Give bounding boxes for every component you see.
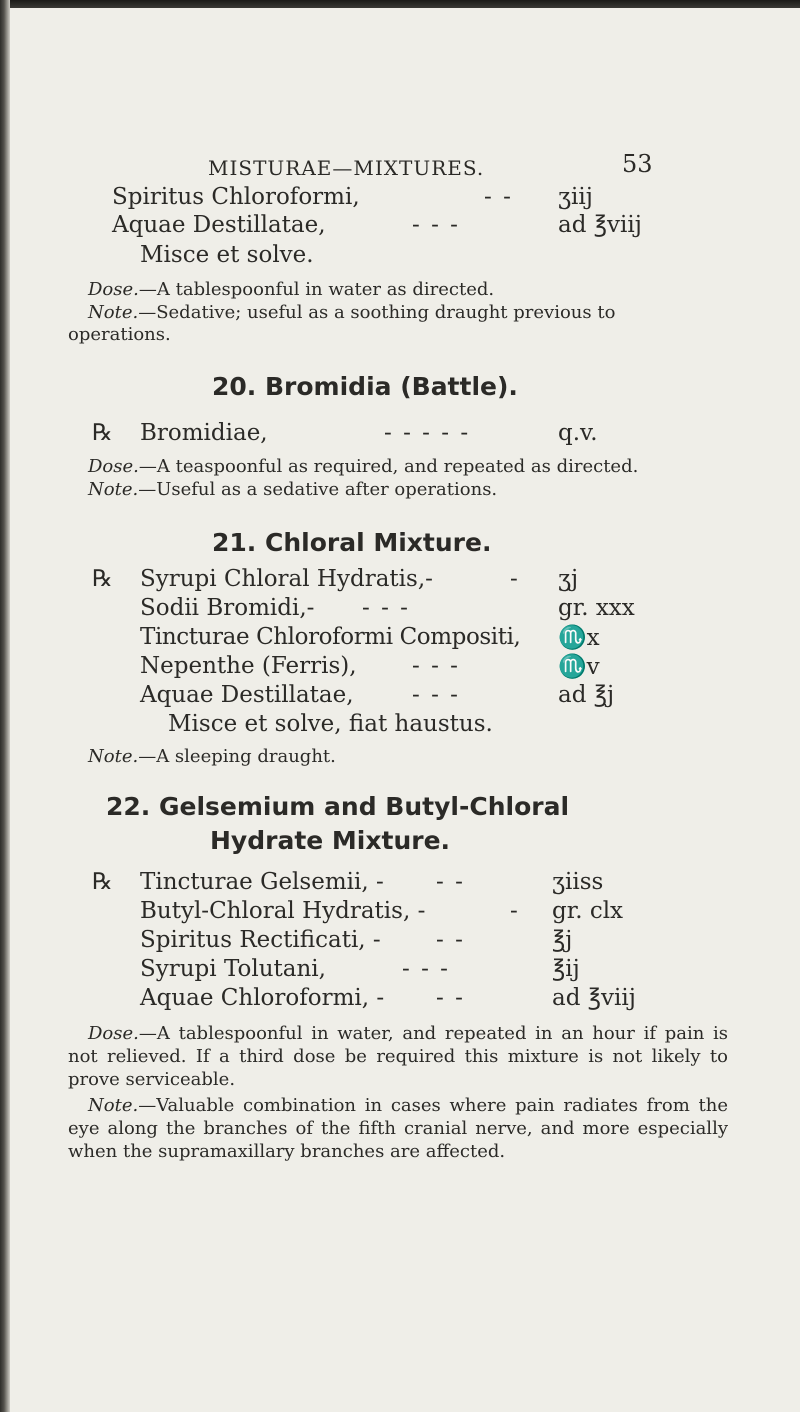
- ingredient-quantity: ʒj: [558, 566, 579, 592]
- ingredient-name: Nepenthe (Ferris),: [140, 653, 357, 679]
- formula-instruction: Misce et solve.: [140, 242, 314, 268]
- dose-label: Dose.: [88, 1023, 139, 1044]
- section-heading-continuation: Hydrate Mixture.: [210, 826, 451, 855]
- note-label: Note.: [88, 1095, 139, 1116]
- ingredient-row: [112, 184, 712, 212]
- note-line: [88, 479, 497, 500]
- note-label: Note.: [88, 479, 139, 500]
- ingredient-quantity: ℥ij: [552, 956, 580, 982]
- recipe-symbol: ℞: [92, 869, 113, 895]
- note-continuation: operations.: [68, 324, 171, 345]
- ingredient-quantity: ad ℥viij: [552, 985, 636, 1011]
- dose-line: [88, 279, 494, 300]
- ingredient-name: Sodii Bromidi,-: [140, 595, 315, 621]
- note-line: [88, 302, 615, 323]
- section-heading: 20. Bromidia (Battle).: [212, 372, 518, 401]
- dose-line: [88, 456, 638, 477]
- ingredient-name: Syrupi Tolutani,: [140, 956, 326, 982]
- ingredient-dashes: -: [510, 566, 520, 592]
- dose-paragraph: [68, 1022, 728, 1091]
- dose-text: —A tablespoonful in water, and repeated in an hour if pain is not relieved. If a third dose be required this mixture is not likely to prove serviceable.: [68, 1023, 728, 1090]
- note-text: —A sleeping draught.: [138, 746, 336, 767]
- note-text: —Useful as a sedative after operations.: [138, 479, 498, 500]
- note-label: Note.: [88, 746, 139, 767]
- ingredient-row: [140, 927, 700, 955]
- section-heading: 21. Chloral Mixture.: [212, 528, 492, 557]
- note-paragraph: [68, 1094, 728, 1163]
- ingredient-row: [140, 985, 700, 1013]
- ingredient-dashes: - - -: [402, 956, 450, 982]
- ingredient-quantity: gr. xxx: [558, 595, 635, 621]
- ingredient-row: [140, 566, 700, 594]
- note-line: [88, 746, 336, 767]
- ingredient-name: Butyl-Chloral Hydratis, -: [140, 898, 426, 924]
- formula-instruction: Misce et solve, fiat haustus.: [168, 711, 493, 737]
- ingredient-quantity: gr. clx: [552, 898, 624, 924]
- ingredient-quantity: ♏x: [558, 625, 600, 651]
- ingredient-quantity: q.v.: [558, 420, 598, 446]
- ingredient-name: Aquae Destillatae,: [112, 212, 326, 238]
- dose-text: —A teaspoonful as required, and repeated as directed.: [138, 456, 639, 477]
- note-label: Note.: [88, 302, 139, 323]
- ingredient-row: [140, 682, 700, 710]
- ingredient-name: Tincturae Chloroformi Compositi,: [140, 624, 521, 650]
- ingredient-row: [140, 956, 700, 984]
- note-text: —Valuable combination in cases where pain radiates from the eye along the branches of the fifth cranial nerve, and more especially when the supramaxillary branches are affected.: [68, 1095, 728, 1162]
- ingredient-quantity: ℥j: [552, 927, 573, 953]
- ingredient-dashes: - - -: [412, 682, 460, 708]
- ingredient-row: [140, 869, 700, 897]
- dose-text: —A tablespoonful in water as directed.: [138, 279, 495, 300]
- ingredient-row: [112, 212, 712, 240]
- scan-top-border: [0, 0, 800, 8]
- ingredient-dashes: -: [510, 898, 520, 924]
- dose-label: Dose.: [88, 279, 139, 300]
- ingredient-name: Aquae Destillatae,: [140, 682, 354, 708]
- ingredient-dashes: - - - - -: [384, 420, 471, 446]
- ingredient-name: Syrupi Chloral Hydratis,-: [140, 566, 433, 592]
- ingredient-quantity: ad ℥j: [558, 682, 615, 708]
- ingredient-dashes: - -: [436, 985, 465, 1011]
- ingredient-dashes: - -: [436, 869, 465, 895]
- ingredient-dashes: - - -: [362, 595, 410, 621]
- scan-left-edge: [0, 0, 10, 1412]
- ingredient-name: Aquae Chloroformi, -: [140, 985, 385, 1011]
- ingredient-quantity: ♏v: [558, 654, 600, 680]
- ingredient-dashes: - - -: [412, 653, 460, 679]
- dose-label: Dose.: [88, 456, 139, 477]
- ingredient-dashes: - -: [484, 184, 513, 210]
- ingredient-row: [140, 420, 700, 448]
- ingredient-name: Bromidiae,: [140, 420, 268, 446]
- ingredient-quantity: ʒiij: [558, 184, 593, 210]
- ingredient-row: [140, 595, 700, 623]
- note-text: —Sedative; useful as a soothing draught previous to: [138, 302, 616, 323]
- ingredient-row: [140, 898, 700, 926]
- ingredient-dashes: - -: [436, 927, 465, 953]
- ingredient-row: [140, 653, 700, 681]
- page-number: 53: [622, 150, 653, 178]
- ingredient-quantity: ad ℥viij: [558, 212, 642, 238]
- section-heading: 22. Gelsemium and Butyl-Chloral: [106, 792, 570, 821]
- ingredient-name: Spiritus Rectificati, -: [140, 927, 381, 953]
- recipe-symbol: ℞: [92, 420, 113, 446]
- recipe-symbol: ℞: [92, 566, 113, 592]
- ingredient-dashes: - - -: [412, 212, 460, 238]
- running-header: MISTURAE—MIXTURES.: [208, 156, 485, 180]
- ingredient-quantity: ʒiiss: [552, 869, 604, 895]
- ingredient-name: Spiritus Chloroformi,: [112, 184, 360, 210]
- ingredient-row: [140, 624, 700, 652]
- ingredient-name: Tincturae Gelsemii, -: [140, 869, 384, 895]
